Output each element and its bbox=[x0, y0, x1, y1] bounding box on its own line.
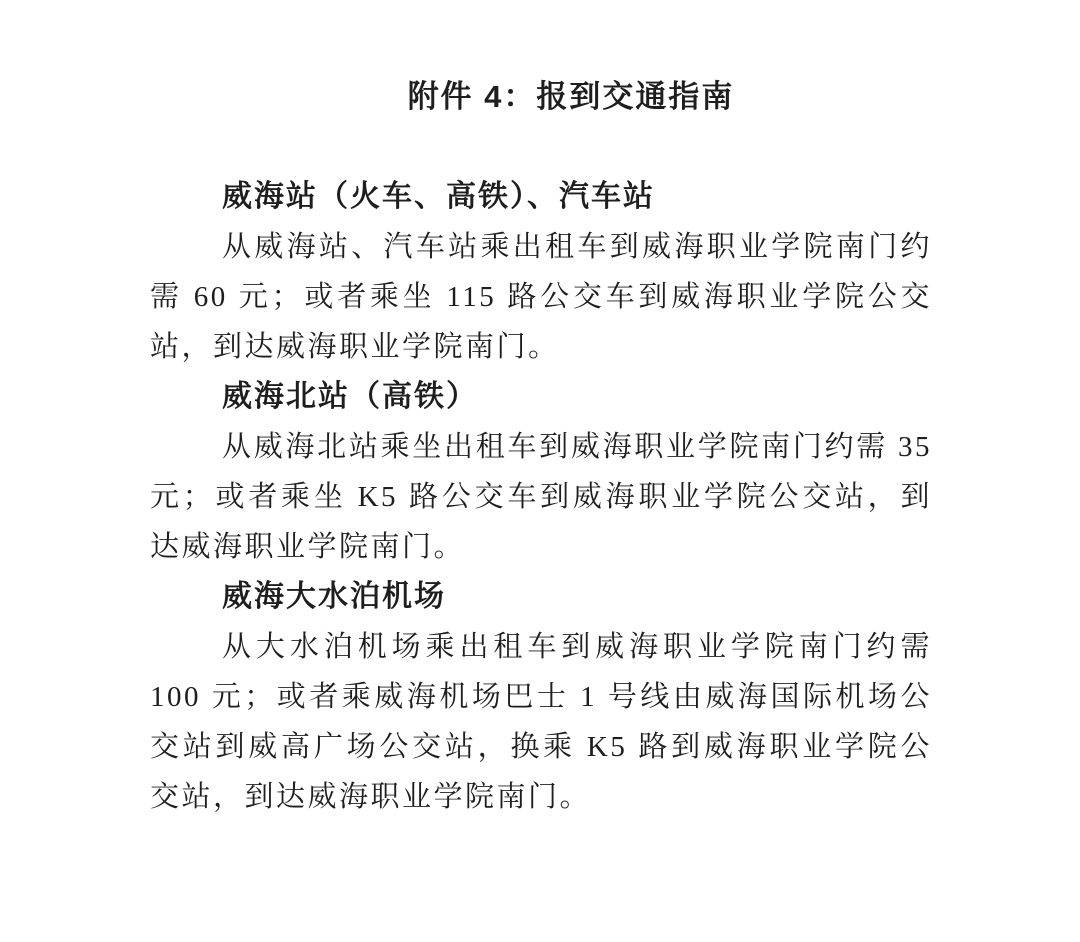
document-title: 附件 4：报到交通指南 bbox=[407, 79, 735, 114]
weihai-station-heading: 威海站（火车、高铁）、汽车站 bbox=[222, 180, 655, 213]
section-dashuibo-airport bbox=[150, 572, 932, 822]
weihai-station-body: 从威海站、汽车站乘出租车到威海职业学院南门约需 60 元；或者乘坐 115 路公交车到威海职业学院公交站，到达威海职业学院南门。 bbox=[150, 231, 932, 363]
section-weihai-north-station bbox=[150, 372, 932, 572]
dashuibo-airport-body: 从大水泊机场乘出租车到威海职业学院南门约需 100 元；或者乘威海机场巴士 1 号线由威海国际机场公交站到威高广场公交站，换乘 K5 路到威海职业学院公交站，到达威海职业学院南门。 bbox=[150, 631, 932, 813]
weihai-north-station-heading: 威海北站（高铁） bbox=[222, 380, 478, 413]
section-weihai-station bbox=[150, 172, 932, 372]
weihai-north-station-body: 从威海北站乘坐出租车到威海职业学院南门约需 35 元；或者乘坐 K5 路公交车到威海职业学院公交站，到达威海职业学院南门。 bbox=[150, 431, 932, 563]
dashuibo-airport-heading: 威海大水泊机场 bbox=[222, 580, 446, 613]
